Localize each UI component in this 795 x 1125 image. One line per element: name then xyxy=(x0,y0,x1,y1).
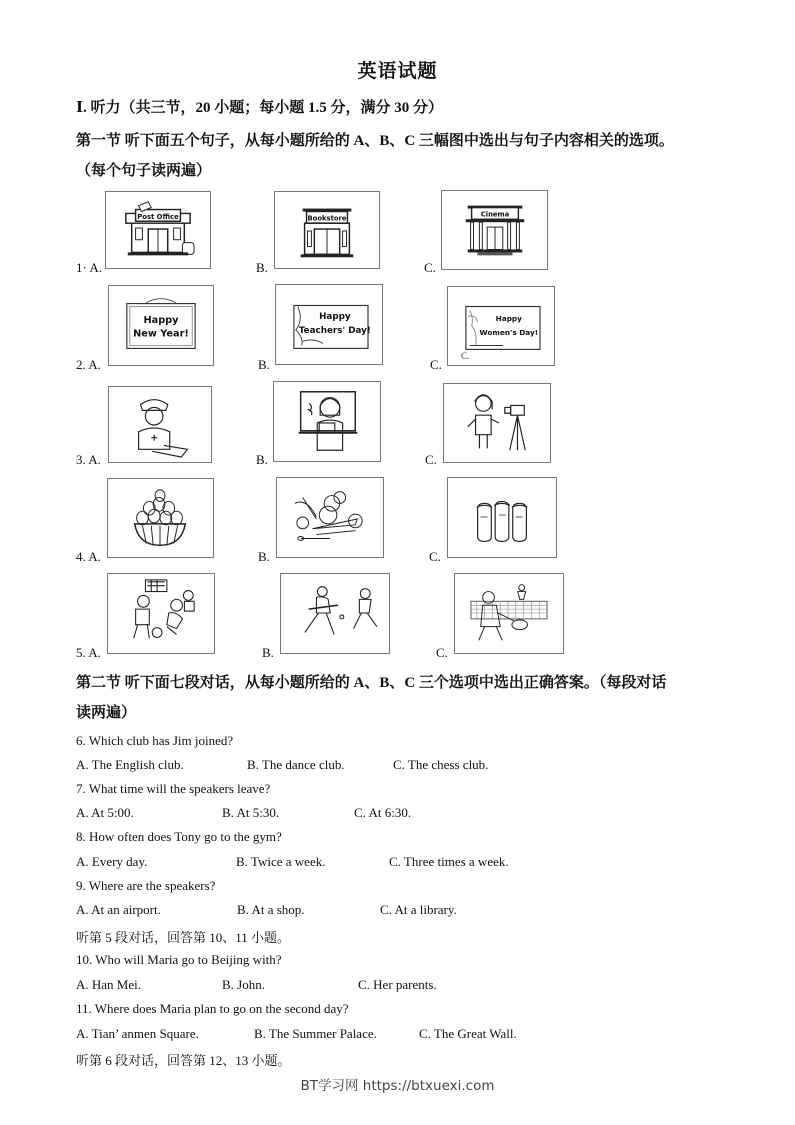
option-label-c: C. xyxy=(436,645,448,660)
question-number: 5. A. xyxy=(76,645,101,660)
option-10c: C. Her parents. xyxy=(358,977,437,992)
option-label-b: B. xyxy=(256,260,268,275)
svg-text:Women's Day!: Women's Day! xyxy=(479,327,539,337)
option-11c: C. The Great Wall. xyxy=(419,1026,517,1041)
dialogue-5-note: 听第 5 段对话，回答第 10、11 小题。 xyxy=(76,930,291,945)
option-label-c: C. xyxy=(429,549,441,564)
option-picture-new-year-card[interactable] xyxy=(108,285,214,366)
option-10a: A. Han Mei. xyxy=(76,977,141,992)
option-6a: A. The English club. xyxy=(76,757,184,772)
svg-text:Happy: Happy xyxy=(319,312,351,323)
option-6c: C. The chess club. xyxy=(393,757,489,772)
option-picture-tennis[interactable] xyxy=(454,573,564,654)
teacher-icon xyxy=(274,382,380,461)
question-number: 1· A. xyxy=(76,260,102,275)
option-10b: B. John. xyxy=(222,977,265,992)
option-picture-womens-day-card[interactable] xyxy=(447,286,555,366)
option-picture-cinema[interactable] xyxy=(441,190,548,270)
new-year-card-icon xyxy=(109,286,213,365)
cinema-icon xyxy=(442,191,547,269)
svg-text:New Year!: New Year! xyxy=(133,328,189,340)
question-11: 11. Where does Maria plan to go on the second day? xyxy=(76,1001,349,1016)
option-picture-eggs[interactable] xyxy=(107,478,214,558)
vegetables-icon xyxy=(277,478,383,557)
part1-instruction-cont: （每个句子读两遍） xyxy=(76,163,212,179)
svg-text:Happy: Happy xyxy=(495,314,522,324)
basket-of-eggs-icon xyxy=(108,479,213,557)
question-7: 7. What time will the speakers leave? xyxy=(76,781,271,796)
reporter-with-camera-icon xyxy=(444,384,550,462)
question-number: 4. A. xyxy=(76,549,101,564)
svg-text:Teachers' Day!: Teachers' Day! xyxy=(298,325,371,336)
option-label-b: B. xyxy=(262,645,274,660)
option-label-b: B. xyxy=(256,452,268,467)
question-10: 10. Who will Maria go to Beijing with? xyxy=(76,952,282,967)
option-6b: B. The dance club. xyxy=(247,757,345,772)
part1-instruction: 第一节 听下面五个句子，从每小题所给的 A、B、C 三幅图中选出与句子内容相关的选项。 xyxy=(76,133,674,149)
inner-label: C. xyxy=(461,351,470,361)
svg-text:Bookstore: Bookstore xyxy=(307,214,347,223)
option-9b: B. At a shop. xyxy=(237,902,305,917)
option-picture-reporter[interactable] xyxy=(443,383,551,463)
question-8: 8. How often does Tony go to the gym? xyxy=(76,829,282,844)
option-picture-vegetables[interactable] xyxy=(276,477,384,558)
option-picture-baseball[interactable] xyxy=(280,573,390,654)
svg-text:Happy: Happy xyxy=(143,315,179,327)
option-picture-nurse[interactable] xyxy=(108,386,212,463)
option-picture-soccer[interactable] xyxy=(107,573,215,654)
part2-instruction: 第二节 听下面七段对话，从每小题所给的 A、B、C 三个选项中选出正确答案。（每段对话 xyxy=(76,675,667,691)
svg-text:Cinema: Cinema xyxy=(480,210,510,219)
teachers-day-card-icon xyxy=(276,285,382,364)
post-office-icon xyxy=(106,192,210,268)
page-title: 英语试题 xyxy=(357,61,438,82)
option-9c: C. At a library. xyxy=(380,902,457,917)
option-picture-bookstore[interactable] xyxy=(274,191,380,269)
option-7a: A. At 5:00. xyxy=(76,805,134,820)
milk-bottles-icon xyxy=(448,478,556,557)
option-11a: A. Tian’ anmen Square. xyxy=(76,1026,199,1041)
option-8b: B. Twice a week. xyxy=(236,854,326,869)
dialogue-6-note: 听第 6 段对话，回答第 12、13 小题。 xyxy=(76,1053,291,1068)
option-picture-milk[interactable] xyxy=(447,477,557,558)
option-7c: C. At 6:30. xyxy=(354,805,412,820)
option-8a: A. Every day. xyxy=(76,854,148,869)
option-label-c: C. xyxy=(424,260,436,275)
part2-instruction-cont: 读两遍） xyxy=(76,705,137,721)
question-6: 6. Which club has Jim joined? xyxy=(76,733,234,748)
tennis-icon xyxy=(455,574,563,653)
option-9a: A. At an airport. xyxy=(76,902,161,917)
option-7b: B. At 5:30. xyxy=(222,805,280,820)
svg-text:Post Office: Post Office xyxy=(137,212,179,221)
question-number: 2. A. xyxy=(76,357,101,372)
bookstore-icon xyxy=(275,192,379,268)
watermark-footer: BT学习网 https://btxuexi.com xyxy=(300,1078,495,1094)
soccer-icon xyxy=(108,574,214,653)
question-9: 9. Where are the speakers? xyxy=(76,878,216,893)
nurse-icon xyxy=(109,387,211,462)
option-label-c: C. xyxy=(425,452,437,467)
option-picture-teacher[interactable] xyxy=(273,381,381,462)
option-label-c: C. xyxy=(430,357,442,372)
option-label-b: B. xyxy=(258,357,270,372)
section-header: Ⅰ. 听力（共三节，20 小题；每小题 1.5 分，满分 30 分） xyxy=(76,100,444,116)
baseball-icon xyxy=(281,574,389,653)
option-11b: B. The Summer Palace. xyxy=(254,1026,377,1041)
option-8c: C. Three times a week. xyxy=(389,854,509,869)
option-label-b: B. xyxy=(258,549,270,564)
question-number: 3. A. xyxy=(76,452,101,467)
option-picture-teachers-day-card[interactable] xyxy=(275,284,383,365)
option-picture-post-office[interactable] xyxy=(105,191,211,269)
